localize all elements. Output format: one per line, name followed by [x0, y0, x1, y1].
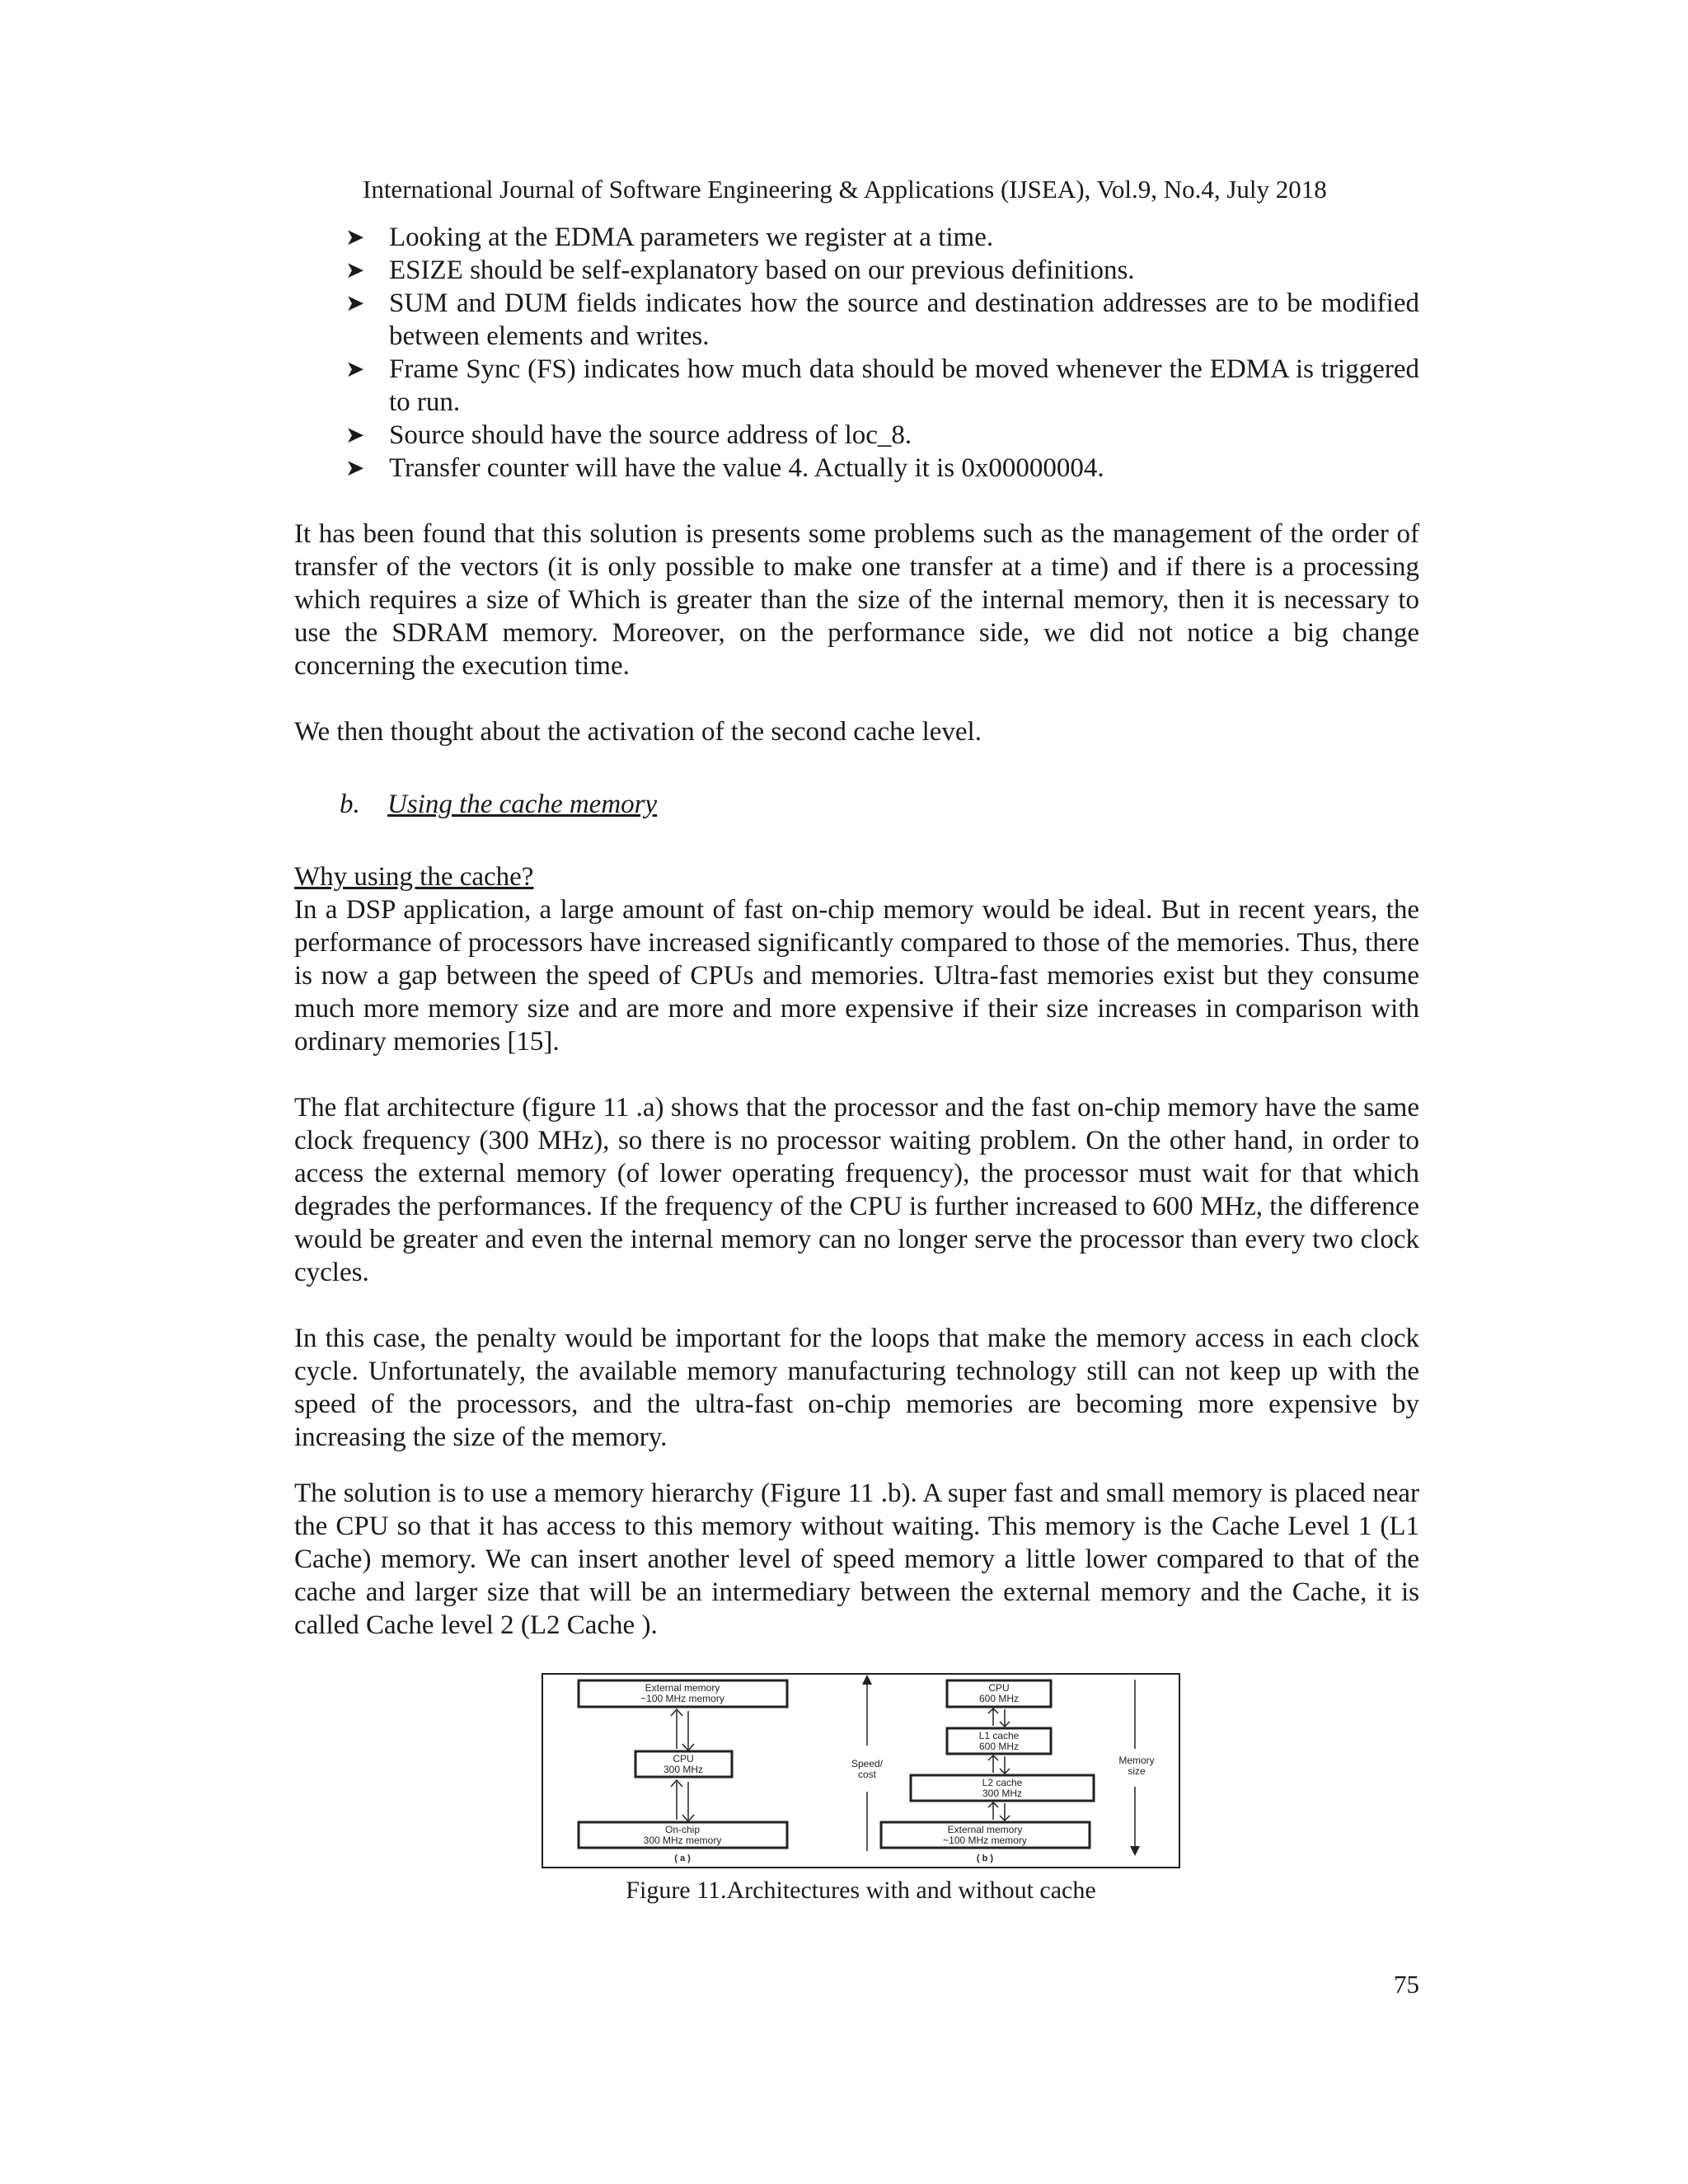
subsection-heading — [294, 788, 1419, 821]
speed-cost-label: Speed/ — [851, 1758, 884, 1769]
journal-header: International Journal of Software Engineering & Applications (IJSEA), Vol.9, No.4, July 2018 — [363, 175, 1327, 204]
cpu-b-label: CPU — [988, 1682, 1010, 1694]
double-arrow-icon — [671, 1709, 694, 1750]
arrow-bullet-icon: ➤ — [345, 355, 365, 382]
ext-memory-b-label: External memory — [947, 1824, 1023, 1835]
edma-bullet-list — [294, 221, 1419, 485]
list-item: ➤ ESIZE should be self-explanatory based on our previous definitions. — [345, 255, 1135, 285]
double-arrow-icon — [988, 1755, 1010, 1774]
double-arrow-icon — [671, 1780, 694, 1821]
l1-cache-speed: 600 MHz — [978, 1741, 1020, 1752]
list-item: ➤ Transfer counter will have the value 4. Actually it is 0x00000004. — [345, 453, 1104, 483]
paragraph-memory-hierarchy: The solution is to use a memory hierarchy (Figure 11 .b). A super fast and small memory is placed near the CPU so that it has access to this memory without waiting. This memory is the Cache Level 1 (L1 Cache) memory. We can insert another level of speed memory a little lower compared to that of the cache and larger size that will be an intermediary between the external memory and the Cache, it is called Cache level 2 (L2 Cache ). — [294, 1479, 1419, 1640]
list-item: ➤ Frame Sync (FS) indicates how much data should be moved whenever the EDMA is triggered to run. — [345, 354, 1419, 417]
list-item: ➤ SUM and DUM fields indicates how the source and destination addresses are to be modified between elements and writes. — [345, 288, 1419, 351]
ext-memory-a-speed: ~100 MHz memory — [640, 1693, 724, 1704]
cpu-b-speed: 600 MHz — [978, 1693, 1020, 1704]
why-cache-heading: Why using the cache? — [294, 862, 534, 892]
memory-size-label: Memory — [1118, 1755, 1155, 1766]
page-number: 75 — [1394, 1970, 1419, 1999]
paragraph-dsp-memory: In a DSP application, a large amount of fast on-chip memory would be ideal. But in recent years, the performance of processors have increased significantly compared to those of the memories. Thus, there is now a gap between the speed of CPUs and memories. Ultra-fast memories exist but they consume much more memory size and are more and more expensive if their size increases in comparison with ordinary memories [15]. — [294, 895, 1419, 1057]
arrow-bullet-icon: ➤ — [345, 289, 365, 316]
paragraph-second-cache: We then thought about the activation of the second cache level. — [294, 717, 982, 747]
double-arrow-icon — [988, 1708, 1010, 1727]
l2-cache-speed: 300 MHz — [982, 1788, 1023, 1799]
cpu-a-speed: 300 MHz — [663, 1764, 704, 1775]
paragraph-flat-architecture: The flat architecture (figure 11 .a) shows that the processor and the fast on-chip memory have the same clock frequency (300 MHz), so there is no processor waiting problem. On the other hand, in order to access the external memory (of lower operating frequency), the processor must wait for that which degrades the performances. If the frequency of the CPU is further increased to 600 MHz, the difference would be greater and even the internal memory can no longer serve the processor than every two clock cycles. — [294, 1093, 1419, 1287]
list-item: ➤ Looking at the EDMA parameters we register at a time. — [345, 223, 994, 252]
paragraph-penalty: In this case, the penalty would be important for the loops that make the memory access in each clock cycle. Unfortunately, the available memory manufacturing technology still can not keep up with the speed of the processors, and the ultra-fast on-chip memories are becoming more expensive by increasing the size of the memory. — [294, 1324, 1419, 1452]
figure-11-diagram — [542, 1673, 1180, 1868]
arrow-bullet-icon: ➤ — [345, 421, 365, 448]
arrow-bullet-icon: ➤ — [345, 223, 365, 251]
list-item: ➤ Source should have the source address of loc_8. — [345, 420, 912, 450]
memory-size-label-2: size — [1128, 1765, 1146, 1777]
cache-hierarchy-architecture — [881, 1680, 1094, 1863]
arrow-bullet-icon: ➤ — [345, 454, 365, 481]
figure-caption: Figure 11.Architectures with and without cache — [626, 1877, 1096, 1904]
cpu-a-label: CPU — [673, 1753, 694, 1765]
ext-memory-a-label: External memory — [645, 1682, 720, 1694]
subsection-title: Using the cache memory — [387, 790, 658, 819]
paragraph-edma-problems: It has been found that this solution is presents some problems such as the management of the order of transfer of the vectors (it is only possible to make one transfer at a time) and if there is a processing which requires a size of Which is greater than the size of the internal memory, then it is necessary to use the SDRAM memory. Moreover, on the performance side, we did not notice a big change concerning the execution time. — [294, 519, 1419, 681]
memory-size-axis — [1118, 1680, 1154, 1851]
onchip-a-speed: 300 MHz memory — [643, 1835, 722, 1846]
page-body — [294, 221, 1419, 1642]
double-arrow-icon — [988, 1802, 1010, 1821]
l1-cache-label: L1 cache — [978, 1730, 1020, 1741]
label-a: ( a ) — [674, 1854, 691, 1863]
speed-cost-axis — [851, 1680, 884, 1851]
l2-cache-label: L2 cache — [982, 1777, 1023, 1788]
subsection-number: b. — [340, 790, 360, 819]
architecture-diagram — [543, 1675, 1179, 1867]
flat-architecture — [579, 1680, 787, 1863]
label-b: ( b ) — [976, 1854, 994, 1863]
speed-cost-label-2: cost — [857, 1769, 877, 1780]
onchip-a-label: On-chip — [664, 1824, 701, 1835]
ext-memory-b-speed: ~100 MHz memory — [943, 1835, 1027, 1846]
arrow-bullet-icon: ➤ — [345, 256, 365, 284]
